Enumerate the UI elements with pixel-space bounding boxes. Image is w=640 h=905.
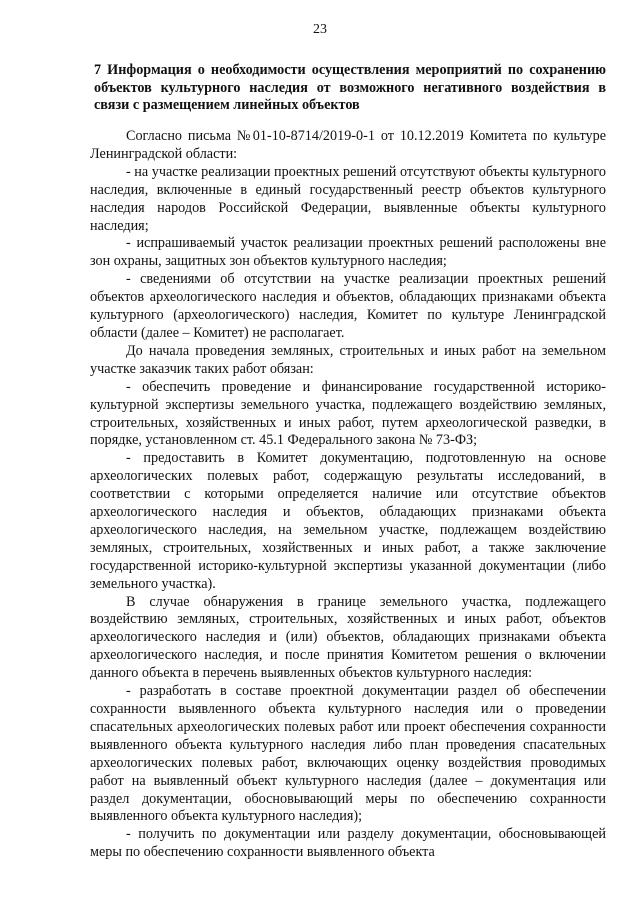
- paragraph-list-item: - сведениями об отсутствии на участке реализации проектных решений объектов археологического наследия и объектов, обладающих признаками объекта культурного (археологического) наследия, Комитет по культуре Ленинградской области (далее – Комитет) не располагает.: [90, 271, 606, 341]
- paragraph-intro: Согласно письма №01-10-8714/2019-0-1 от 10.12.2019 Комитета по культуре Ленинградской области:: [90, 128, 606, 162]
- page-number: 23: [313, 22, 327, 37]
- paragraph-list-item: - предоставить в Комитет документацию, подготовленную на основе археологических полевых работ, содержащую результаты исследований, в соответствии с которыми определяется наличие или отсутствие объектов археологического наследия и объектов, обладающих признаками объекта археологического наследия, на земельном участке, подлежащем воздействию земляных, строительных, хозяйственных и иных работ, а также заключение государственной историко-культурной экспертизы указанной документации (либо земельного участка).: [90, 450, 606, 592]
- paragraph-list-item: - получить по документации или разделу документации, обосновывающей меры по обеспечению сохранности выявленного объекта: [90, 826, 606, 861]
- paragraph-list-item: - обеспечить проведение и финансирование государственной историко-культурной экспертизы земельного участка, подлежащего воздействию земляных, строительных, хозяйственных и иных работ, путем археологической разведки, в порядке, установленном ст. 45.1 Федерального закона № 73-ФЗ;: [90, 378, 606, 449]
- document-body: [90, 128, 606, 862]
- paragraph-list-item: - испрашиваемый участок реализации проектных решений расположены вне зон охраны, защитных зон объектов культурного наследия;: [90, 235, 606, 270]
- paragraph: До начала проведения земляных, строительных и иных работ на земельном участке заказчик таких работ обязан:: [90, 342, 606, 377]
- paragraph-list-item: - разработать в составе проектной документации раздел об обеспечении сохранности выявленного объекта культурного наследия или о проведении спасательных археологических полевых работ или проект обеспечения сохранности выявленного объекта культурного наследия либо план проведения спасательных археологических полевых работ, включающих оценку воздействия проводимых работ на выявленный объект культурного наследия (далее – документация или раздел документации, обосновывающий меры по обеспечению сохранности выявленного объекта культурного наследия);: [90, 683, 606, 825]
- paragraph-list-item: - на участке реализации проектных решений отсутствуют объекты культурного наследия, включенные в единый государственный реестр объектов культурного наследия народов Российской Федерации, выявленные объекты культурного наследия;: [90, 163, 606, 234]
- paragraph: В случае обнаружения в границе земельного участка, подлежащего воздействию земляных, строительных, хозяйственных и иных работ, объектов археологического наследия и (или) объектов, обладающих признаками объекта археологического наследия, и после принятия Комитетом решения о включении данного объекта в перечень выявленных объектов культурного наследия:: [90, 593, 606, 682]
- section-heading: 7 Информация о необходимости осуществления мероприятий по сохранению объектов культурного наследия от возможного негативного воздействия в связи с размещением линейных объектов: [94, 62, 606, 113]
